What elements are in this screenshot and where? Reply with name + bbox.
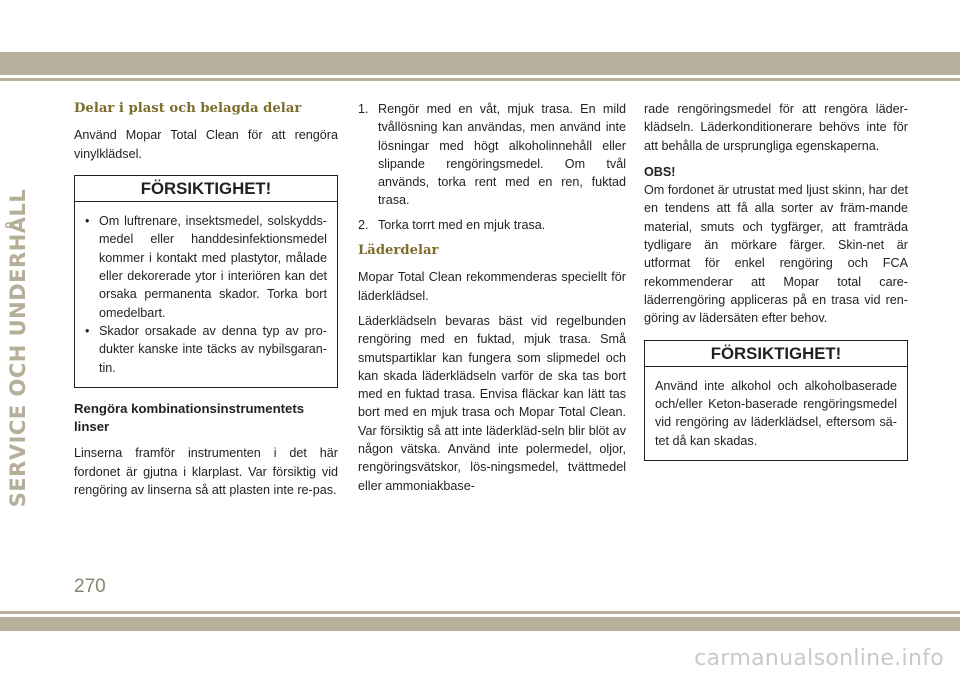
note-title: OBS!: [644, 164, 676, 179]
lens-paragraph: Linserna framför instrumenten i det här fordonet är gjutna i klarplast. Var försiktig vid rengöring av linserna så att plasten inte re-pas.: [74, 446, 338, 498]
subsection-title-lenses: Rengöra kombinationsinstrumentets linser: [74, 400, 305, 435]
column-1: [74, 100, 338, 506]
top-margin: [0, 0, 960, 52]
leather-paragraph-1: Mopar Total Clean rekommenderas speciellt för läderklädsel.: [358, 270, 626, 303]
section-side-tab: SERVICE OCH UNDERHÅLL: [6, 188, 30, 508]
step-number: 1.: [358, 102, 369, 116]
footer-band: [0, 617, 960, 631]
note-paragraph: Om fordonet är utrustat med ljust skinn, har det en tendens att få alla sorter av främ-mande material, smuts och tygfärger, att framträda tydligare än mörkare färger. Skin-net är utformat för enkel rengöring och FCA rekommenderar att Mopar total care-läderrengöring appliceras på en trasa vid ren-göring av lädersäten efter behov.: [644, 183, 908, 326]
caution-bullet: • Om luftrenare, insektsmedel, solskydds-medel eller handdesinfektionsmedel kommer i kontakt med plastytor, målade eller dekorerade ytor i interiören kan det orsaka permanenta skador. Torka bort omedelbart.: [85, 212, 327, 322]
caution-box: [644, 340, 908, 461]
header-rule: [0, 78, 960, 81]
cleaning-steps: [358, 100, 626, 234]
page-number: 270: [74, 576, 106, 597]
step-text: Torka torrt med en mjuk trasa.: [378, 217, 546, 232]
caution-bullet: • Skador orsakade av denna typ av pro-dukter kanske inte täcks av nybilsgaran-tin.: [85, 322, 327, 377]
caution-title: FÖRSIKTIGHET!: [75, 176, 337, 202]
caution-text: Använd inte alkohol och alkoholbaserade och/eller Keton-baserade rengöringsmedel vid rengöring av läderklädsel, eftersom sä-tet då kan skadas.: [655, 378, 897, 448]
column-2: [358, 100, 626, 502]
step-item: [358, 216, 626, 234]
step-number: 2.: [358, 217, 369, 232]
caution-body: [645, 367, 907, 460]
header-band: [0, 52, 960, 75]
footer-rule: [0, 611, 960, 614]
caution-title: FÖRSIKTIGHET!: [645, 341, 907, 367]
section-title-leather: Läderdelar: [358, 243, 439, 259]
caution-body: [75, 202, 337, 387]
step-text: Rengör med en våt, mjuk trasa. En mild tvållösning kan användas, men använd inte lösningar med högt alkoholinnehåll eller slipande rengöringsmedel. Om tvål används, torka rent med en ren, fuktad trasa.: [378, 102, 626, 208]
leather-paragraph-2: Läderklädseln bevaras bäst vid regelbunden rengöring med en fuktad, mjuk trasa. Små smutspartiklar kan fungera som slipmedel och kan skada läderklädseln varför de ska tas bort med en fuktad trasa. Envisa fläckar kan lätt tas bort med en mjuk trasa och Mopar Total Clean. Var försiktig så att inte läderkläd-seln blir blöt av någon vätska. Använd inte polermedel, oljor, rengöringsvätskor, lös-ningsmedel, tvättmedel eller ammoniakbase-: [358, 313, 626, 493]
site-watermark: carmanualsonline.info: [694, 646, 944, 671]
caution-box: [74, 175, 338, 388]
intro-paragraph: Använd Mopar Total Clean för att rengöra vinylklädsel.: [74, 128, 338, 161]
caution-bullet-list: [85, 212, 327, 377]
section-title-plastic: Delar i plast och belagda delar: [74, 101, 302, 116]
column-3: [644, 100, 908, 473]
step-item: [358, 100, 626, 210]
leather-paragraph-continued: rade rengöringsmedel för att rengöra läder-klädseln. Läderkonditionerare behövs inte för att behålla de ursprungliga egenskaperna.: [644, 102, 908, 153]
